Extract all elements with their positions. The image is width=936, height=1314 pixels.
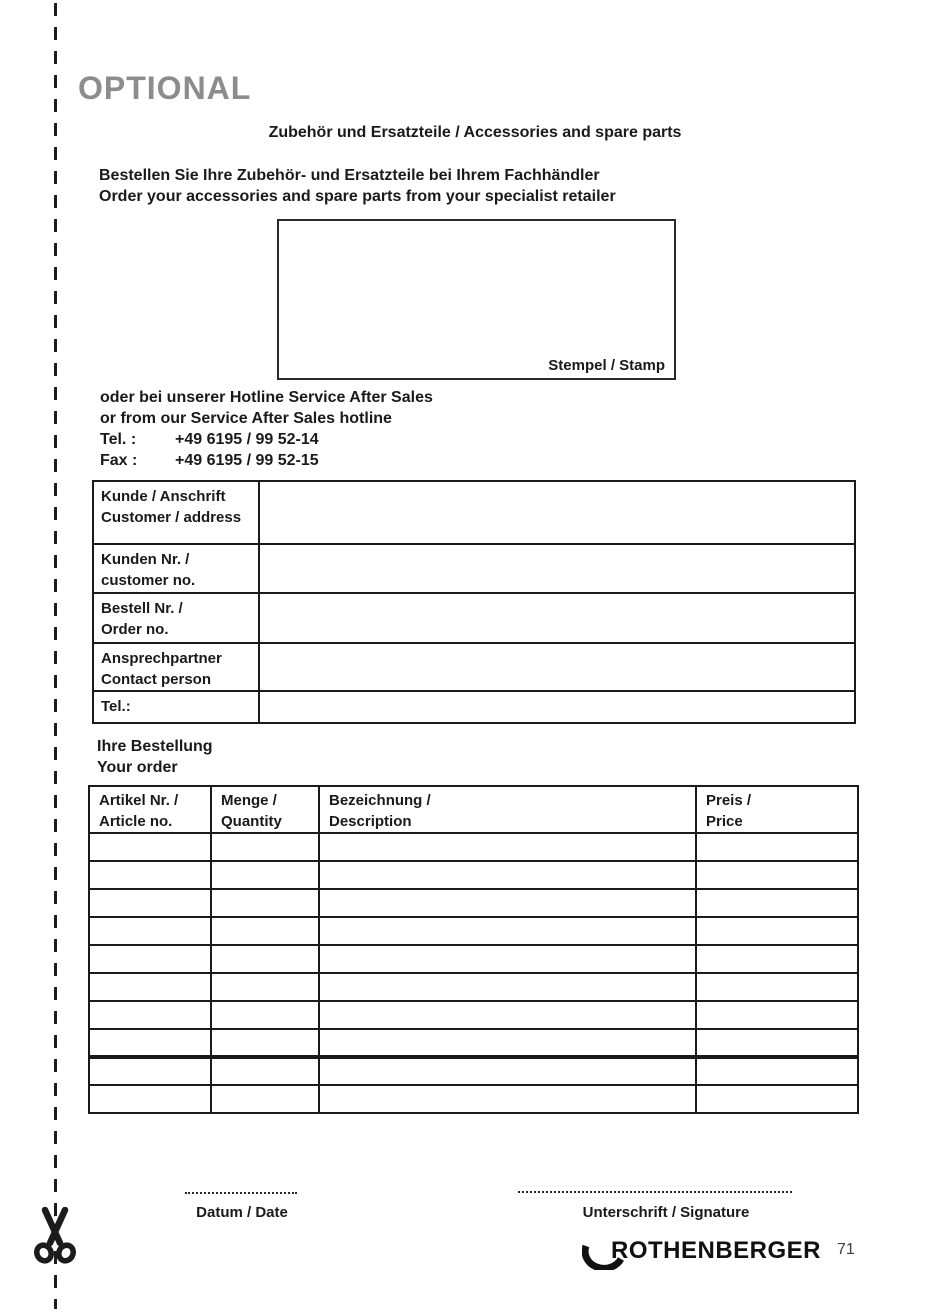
label-line: Bestell Nr. /	[101, 600, 183, 617]
order-cell	[89, 833, 211, 861]
intro-text	[99, 165, 616, 207]
signature-dotted-line	[518, 1191, 792, 1193]
header-line: Article no.	[99, 813, 173, 830]
order-cell	[319, 889, 696, 917]
fax-value: +49 6195 / 99 52-15	[175, 452, 319, 469]
customer-no-value-cell	[259, 544, 855, 593]
order-row	[89, 1085, 858, 1113]
order-cell	[319, 1001, 696, 1029]
order-row	[89, 1057, 858, 1085]
order-table-body	[89, 833, 858, 1113]
stamp-box	[277, 219, 676, 380]
customer-row-label	[93, 544, 259, 593]
order-cell	[211, 1029, 319, 1057]
customer-row-label	[93, 593, 259, 643]
customer-row-label	[93, 481, 259, 544]
order-cell	[319, 1085, 696, 1113]
order-cell	[696, 889, 858, 917]
order-cell	[89, 1001, 211, 1029]
label-line: customer no.	[101, 572, 196, 589]
signature-label: Unterschrift / Signature	[582, 1204, 750, 1221]
order-cell	[211, 889, 319, 917]
tel-value-cell	[259, 691, 855, 723]
hotline-tel-row	[100, 429, 433, 450]
brand-name: ROTHENBERGER	[611, 1237, 822, 1264]
date-dotted-line	[185, 1192, 297, 1194]
hotline-fax-row	[100, 450, 433, 471]
fax-label: Fax :	[100, 452, 138, 469]
label-line: Contact person	[101, 671, 212, 688]
label-line: Ansprechpartner	[101, 650, 222, 667]
order-cell	[211, 973, 319, 1001]
order-cell	[696, 1001, 858, 1029]
cut-line-dashed	[54, 3, 57, 1309]
header-line: Quantity	[221, 813, 282, 830]
order-cell	[89, 1057, 211, 1085]
header-line: Menge /	[221, 792, 277, 809]
order-cell	[319, 1057, 696, 1085]
order-row	[89, 889, 858, 917]
order-cell	[89, 889, 211, 917]
label-line: Customer / address	[101, 509, 242, 526]
customer-row-order-no	[93, 593, 855, 643]
order-cell	[319, 1029, 696, 1057]
order-title-de: Ihre Bestellung	[97, 738, 213, 755]
hotline-line-de: oder bei unserer Hotline Service After Sales	[100, 389, 433, 406]
order-cell	[319, 945, 696, 973]
order-cell	[319, 861, 696, 889]
order-cell	[696, 945, 858, 973]
date-label: Datum / Date	[196, 1204, 288, 1221]
scissors-icon	[32, 1207, 78, 1265]
order-row	[89, 917, 858, 945]
intro-line-de: Bestellen Sie Ihre Zubehör- und Ersatzteile bei Ihrem Fachhändler	[99, 167, 600, 184]
order-title-en: Your order	[97, 759, 178, 776]
order-table	[88, 785, 859, 1114]
col-price	[696, 786, 858, 833]
tel-value: +49 6195 / 99 52-14	[175, 431, 319, 448]
order-row	[89, 973, 858, 1001]
order-row	[89, 861, 858, 889]
customer-row-address	[93, 481, 855, 544]
order-cell	[211, 1085, 319, 1113]
col-article-no	[89, 786, 211, 833]
optional-watermark: OPTIONAL	[78, 70, 252, 106]
header-line: Preis /	[706, 792, 752, 809]
customer-row-label	[93, 643, 259, 691]
customer-row-tel	[93, 691, 855, 723]
col-quantity	[211, 786, 319, 833]
order-cell	[696, 1029, 858, 1057]
contact-value-cell	[259, 643, 855, 691]
customer-row-contact	[93, 643, 855, 691]
hotline-block	[100, 387, 433, 471]
order-row	[89, 1001, 858, 1029]
order-cell	[319, 973, 696, 1001]
order-cell	[211, 861, 319, 889]
order-cell	[211, 1001, 319, 1029]
order-row	[89, 833, 858, 861]
header-line: Price	[706, 813, 743, 830]
customer-info-table	[92, 480, 856, 724]
order-cell	[89, 945, 211, 973]
order-cell	[696, 833, 858, 861]
hotline-line-en: or from our Service After Sales hotline	[100, 410, 392, 427]
order-cell	[696, 917, 858, 945]
order-cell	[696, 1085, 858, 1113]
header-line: Bezeichnung /	[329, 792, 431, 809]
label-line: Order no.	[101, 621, 169, 638]
order-row	[89, 1029, 858, 1057]
order-cell	[319, 833, 696, 861]
order-cell	[211, 917, 319, 945]
tel-label: Tel. :	[100, 431, 137, 448]
label-line: Kunden Nr. /	[101, 551, 190, 568]
page-number: 71	[837, 1241, 855, 1258]
label-line: Kunde / Anschrift	[101, 488, 226, 505]
label-line: Tel.:	[101, 698, 131, 715]
order-section-title	[97, 736, 213, 778]
order-cell	[89, 861, 211, 889]
order-cell	[696, 1057, 858, 1085]
order-cell	[696, 861, 858, 889]
customer-row-customer-no	[93, 544, 855, 593]
order-cell	[211, 1057, 319, 1085]
stamp-label: Stempel / Stamp	[548, 357, 665, 374]
order-cell	[319, 917, 696, 945]
order-cell	[89, 917, 211, 945]
order-cell	[89, 973, 211, 1001]
col-description	[319, 786, 696, 833]
order-cell	[89, 1085, 211, 1113]
customer-address-value-cell	[259, 481, 855, 544]
order-cell	[211, 945, 319, 973]
order-table-header	[89, 786, 858, 833]
header-line: Description	[329, 813, 412, 830]
order-row	[89, 945, 858, 973]
page-title: Zubehör und Ersatzteile / Accessories and spare parts	[268, 124, 682, 141]
order-no-value-cell	[259, 593, 855, 643]
intro-line-en: Order your accessories and spare parts from your specialist retailer	[99, 188, 616, 205]
order-cell	[696, 973, 858, 1001]
order-cell	[89, 1029, 211, 1057]
order-cell	[211, 833, 319, 861]
customer-row-label	[93, 691, 259, 723]
header-line: Artikel Nr. /	[99, 792, 179, 809]
